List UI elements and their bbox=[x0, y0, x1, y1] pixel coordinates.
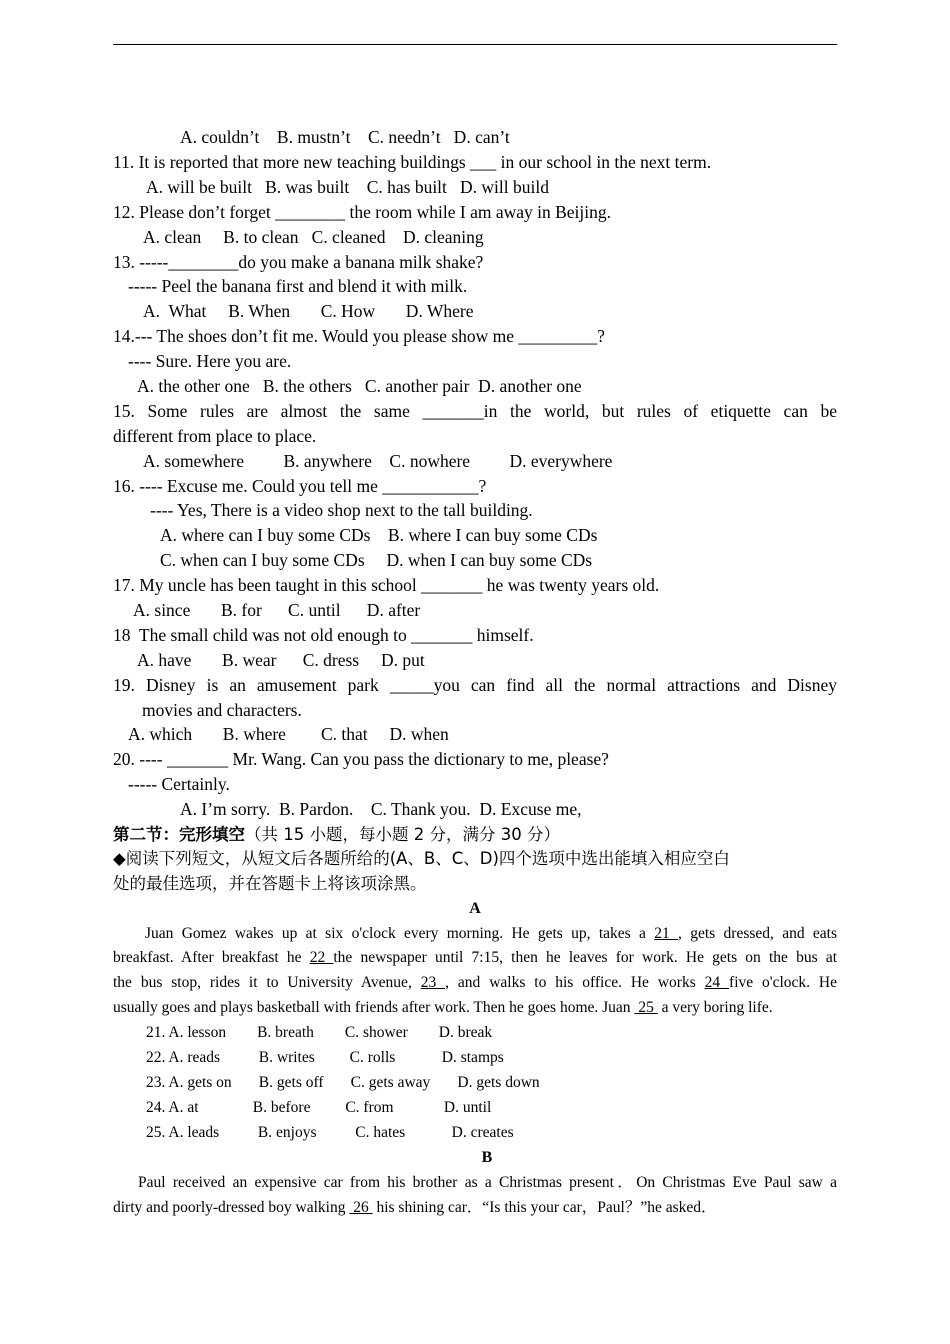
blank-24: 24 bbox=[704, 974, 730, 991]
q15-stem-cont: different from place to place. bbox=[113, 426, 317, 446]
q24-options: 24. A. at B. before C. from D. until bbox=[146, 1099, 492, 1116]
q15-options: A. somewhere B. anywhere C. nowhere D. everywhere bbox=[143, 451, 613, 471]
q12-options: A. clean B. to clean C. cleaned D. cleaning bbox=[143, 227, 484, 247]
q25-options: 25. A. leads B. enjoys C. hates D. creates bbox=[146, 1124, 514, 1141]
section2-note: （共 15 小题，每小题 2 分，满分 30 分） bbox=[245, 825, 560, 844]
passage-b-line-2: dirty and poorly-dressed boy walking 26 his shining car．“Is this your car，Paul？”he asked． bbox=[113, 1199, 717, 1216]
q17-options: A. since B. for C. until D. after bbox=[133, 600, 421, 620]
header-rule bbox=[113, 44, 837, 45]
q11-stem: 11. It is reported that more new teaching buildings ___ in our school in the next term. bbox=[113, 152, 712, 172]
q21-options: 21. A. lesson B. breath C. shower D. break bbox=[146, 1024, 493, 1041]
q16-options-cd: C. when can I buy some CDs D. when I can buy some CDs bbox=[160, 550, 593, 570]
passage-a-line-4: usually goes and plays basketball with friends after work. Then he goes home. Juan 25 a very boring life. bbox=[113, 999, 773, 1016]
section2-title: 第二节：完形填空 bbox=[113, 825, 245, 844]
q18-stem: 18 The small child was not old enough to _______ himself. bbox=[113, 625, 534, 645]
passage-b-label: B bbox=[481, 1149, 493, 1166]
blank-21: 21 bbox=[654, 925, 679, 942]
section2-instruction-2: 处的最佳选项，并在答题卡上将该项涂黑。 bbox=[113, 874, 427, 893]
q12-stem: 12. Please don’t forget ________ the room while I am away in Beijing. bbox=[113, 202, 612, 222]
q22-options: 22. A. reads B. writes C. rolls D. stamps bbox=[146, 1049, 504, 1066]
passage-a-line-2: breakfast. After breakfast he 22 the newspaper until 7:15, then he leaves for work. He gets on the bus at bbox=[113, 949, 838, 966]
section2-instruction-1: ◆阅读下列短文，从短文后各题所给的(A、B、C、D)四个选项中选出能填入相应空白 bbox=[113, 849, 730, 868]
passage-b-line-1: Paul received an expensive car from his brother as a Christmas present．On Christmas Eve Paul saw a bbox=[138, 1174, 837, 1191]
q16-reply: ---- Yes, There is a video shop next to the tall building. bbox=[150, 500, 533, 520]
q14-reply: ---- Sure. Here you are. bbox=[128, 351, 292, 371]
q19-stem: 19. Disney is an amusement park _____you can find all the normal attractions and Disney bbox=[113, 675, 837, 695]
q15-stem: 15. Some rules are almost the same _______in the world, but rules of etiquette can be bbox=[113, 401, 837, 421]
q14-options: A. the other one B. the others C. another pair D. another one bbox=[137, 376, 582, 396]
q17-stem: 17. My uncle has been taught in this school _______ he was twenty years old. bbox=[113, 575, 660, 595]
q13-options: A. What B. When C. How D. Where bbox=[143, 301, 474, 321]
blank-26: 26 bbox=[349, 1199, 373, 1216]
q11-options: A. will be built B. was built C. has built D. will build bbox=[146, 177, 549, 197]
q19-stem-cont: movies and characters. bbox=[142, 700, 302, 720]
q19-options: A. which B. where C. that D. when bbox=[128, 724, 449, 744]
q20-options: A. I’m sorry. B. Pardon. C. Thank you. D. Excuse me, bbox=[180, 799, 582, 819]
q16-options-ab: A. where can I buy some CDs B. where I can buy some CDs bbox=[160, 525, 598, 545]
q18-options: A. have B. wear C. dress D. put bbox=[137, 650, 425, 670]
passage-a-line-1: Juan Gomez wakes up at six o'clock every morning. He gets up, takes a 21 , gets dressed, and eats bbox=[145, 925, 838, 942]
blank-25: 25 bbox=[634, 999, 658, 1016]
q13-stem: 13. -----________do you make a banana milk shake? bbox=[113, 252, 484, 272]
section2-heading bbox=[113, 822, 560, 847]
q20-stem: 20. ---- _______ Mr. Wang. Can you pass the dictionary to me, please? bbox=[113, 749, 609, 769]
q14-stem: 14.--- The shoes don’t fit me. Would you please show me _________? bbox=[113, 326, 605, 346]
blank-22: 22 bbox=[309, 949, 334, 966]
q20-reply: ----- Certainly. bbox=[128, 774, 230, 794]
q16-stem: 16. ---- Excuse me. Could you tell me ___________? bbox=[113, 476, 487, 496]
passage-a-label: A bbox=[469, 900, 481, 917]
passage-a-line-3: the bus stop, rides it to University Avenue, 23 , and walks to his office. He works 24 five o'clock. He bbox=[113, 974, 838, 991]
blank-23: 23 bbox=[420, 974, 446, 991]
q13-reply: ----- Peel the banana first and blend it with milk. bbox=[128, 276, 468, 296]
q10-options: A. couldn’t B. mustn’t C. needn’t D. can’t bbox=[180, 127, 510, 147]
q23-options: 23. A. gets on B. gets off C. gets away D. gets down bbox=[146, 1074, 540, 1091]
